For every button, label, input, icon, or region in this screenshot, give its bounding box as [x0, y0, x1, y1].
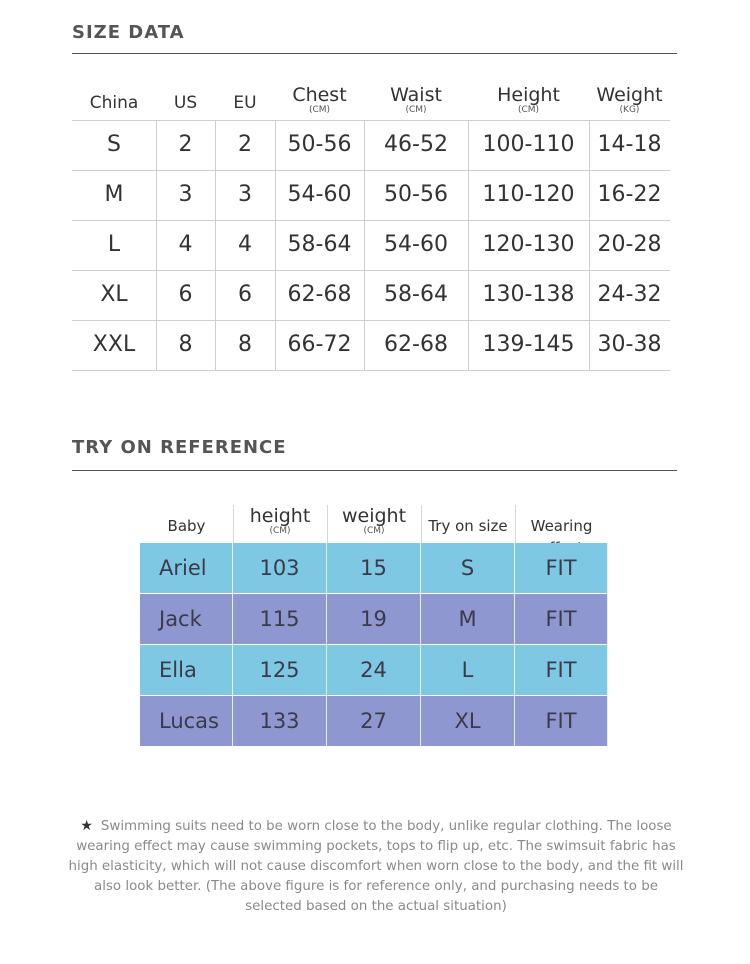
- size-cell: 58-64: [287, 232, 352, 257]
- tryon-cell: FIT: [515, 696, 608, 746]
- size-header-label: China: [89, 93, 139, 113]
- tryon-header-height: [233, 505, 327, 543]
- tryon-header-label: weight: [341, 505, 407, 527]
- tryon-cell: 103: [233, 543, 327, 593]
- tryon-row: [140, 645, 608, 695]
- tryon-cell: 125: [233, 645, 327, 695]
- size-cell: 100-110: [482, 132, 575, 157]
- tryon-header-label: Try on size: [428, 517, 508, 535]
- tryon-header-weight: [327, 505, 421, 543]
- tryon-header-label: Wearing: [530, 517, 593, 535]
- size-header-weight: [589, 84, 670, 120]
- header-separator: [233, 505, 234, 543]
- size-cell: M: [104, 182, 124, 207]
- size-cell: 30-38: [597, 332, 662, 357]
- size-header-label: US: [173, 93, 198, 113]
- try-on-divider: [72, 470, 677, 471]
- size-cell: 6: [178, 282, 193, 307]
- size-header-label: Weight: [596, 84, 663, 106]
- size-cell: 6: [238, 282, 252, 307]
- tryon-header-label: Baby: [167, 517, 206, 535]
- size-header-eu: [215, 84, 275, 120]
- tryon-cell: L: [421, 645, 515, 695]
- size-cell: 46-52: [384, 132, 448, 157]
- fit-note-text: Swimming suits need to be worn close to the body, unlike regular clothing. The loose wearing effect may cause swimming pockets, tops to flip up, etc. The swimsuit fabric has high elasticity, which will not cause discomfort when worn close to the body, and the fit will also look better. (The above figure is for reference only, and purchasing needs to be selected based on the actual situation): [68, 819, 684, 914]
- size-header-unit: (KG): [619, 105, 640, 115]
- size-cell: L: [107, 232, 121, 257]
- star-icon: ★: [80, 818, 93, 834]
- size-cell: 62-68: [287, 282, 352, 307]
- size-data-divider: [72, 53, 677, 54]
- tryon-header-wearing-effect: [515, 505, 608, 543]
- size-cell: 50-56: [287, 132, 352, 157]
- tryon-header-label: height: [249, 505, 311, 527]
- tryon-cell: 133: [233, 696, 327, 746]
- size-cell: 62-68: [384, 332, 448, 357]
- tryon-cell: Ella: [140, 645, 233, 695]
- size-header-us: [156, 84, 215, 120]
- size-cell: 50-56: [384, 182, 448, 207]
- size-cell: 4: [238, 232, 252, 257]
- size-cell: 3: [178, 182, 193, 207]
- tryon-cell: FIT: [515, 543, 608, 593]
- size-header-label: Chest: [292, 84, 347, 106]
- size-header-label: Height: [497, 84, 560, 106]
- tryon-cell: Ariel: [140, 543, 233, 593]
- tryon-row: [140, 696, 608, 746]
- size-cell: 3: [238, 182, 252, 207]
- size-cell: 14-18: [597, 132, 662, 157]
- tryon-row: [140, 543, 608, 593]
- size-data-title: SIZE DATA: [72, 22, 185, 43]
- size-header-china: [72, 84, 156, 120]
- size-cell: 54-60: [287, 182, 352, 207]
- size-cell: 130-138: [482, 282, 575, 307]
- size-header-label: Waist: [390, 84, 442, 106]
- size-cell: 2: [178, 132, 193, 157]
- size-header-unit: (CM): [517, 105, 540, 115]
- size-header-chest: [275, 84, 364, 120]
- size-cell: 20-28: [597, 232, 662, 257]
- table-rule: [72, 370, 670, 371]
- size-cell: 4: [178, 232, 193, 257]
- size-cell: 110-120: [482, 182, 575, 207]
- size-cell: XXL: [92, 332, 136, 357]
- tryon-header-unit: (CM): [269, 526, 291, 536]
- tryon-cell: M: [421, 594, 515, 644]
- size-cell: 58-64: [384, 282, 448, 307]
- tryon-cell: 19: [327, 594, 421, 644]
- size-cell: 8: [178, 332, 193, 357]
- tryon-cell: S: [421, 543, 515, 593]
- size-cell: 54-60: [384, 232, 448, 257]
- tryon-cell: Lucas: [140, 696, 233, 746]
- tryon-header-unit: (CM): [363, 526, 385, 536]
- header-separator: [421, 505, 422, 543]
- tryon-header-try-on-size: [421, 505, 515, 543]
- tryon-cell: 24: [327, 645, 421, 695]
- size-cell: 2: [238, 132, 252, 157]
- size-header-height: [468, 84, 589, 120]
- tryon-cell: Jack: [140, 594, 233, 644]
- size-header-unit: (CM): [308, 105, 331, 115]
- tryon-row: [140, 594, 608, 644]
- size-header-waist: [364, 84, 468, 120]
- header-separator: [327, 505, 328, 543]
- tryon-cell: 27: [327, 696, 421, 746]
- size-cell: 8: [238, 332, 252, 357]
- try-on-title: TRY ON REFERENCE: [72, 437, 287, 458]
- tryon-cell: FIT: [515, 594, 608, 644]
- tryon-header-baby: [140, 505, 233, 543]
- tryon-cell: XL: [421, 696, 515, 746]
- tryon-cell: 15: [327, 543, 421, 593]
- size-cell: 139-145: [482, 332, 575, 357]
- tryon-cell: 115: [233, 594, 327, 644]
- tryon-cell: FIT: [515, 645, 608, 695]
- size-cell: S: [107, 132, 121, 157]
- size-cell: 24-32: [597, 282, 662, 307]
- size-header-unit: (CM): [405, 105, 427, 115]
- size-cell: XL: [100, 282, 128, 307]
- size-cell: 66-72: [287, 332, 352, 357]
- size-header-label: EU: [233, 93, 257, 113]
- size-cell: 120-130: [482, 232, 575, 257]
- header-separator: [515, 505, 516, 543]
- size-cell: 16-22: [597, 182, 662, 207]
- fit-note: [66, 816, 686, 917]
